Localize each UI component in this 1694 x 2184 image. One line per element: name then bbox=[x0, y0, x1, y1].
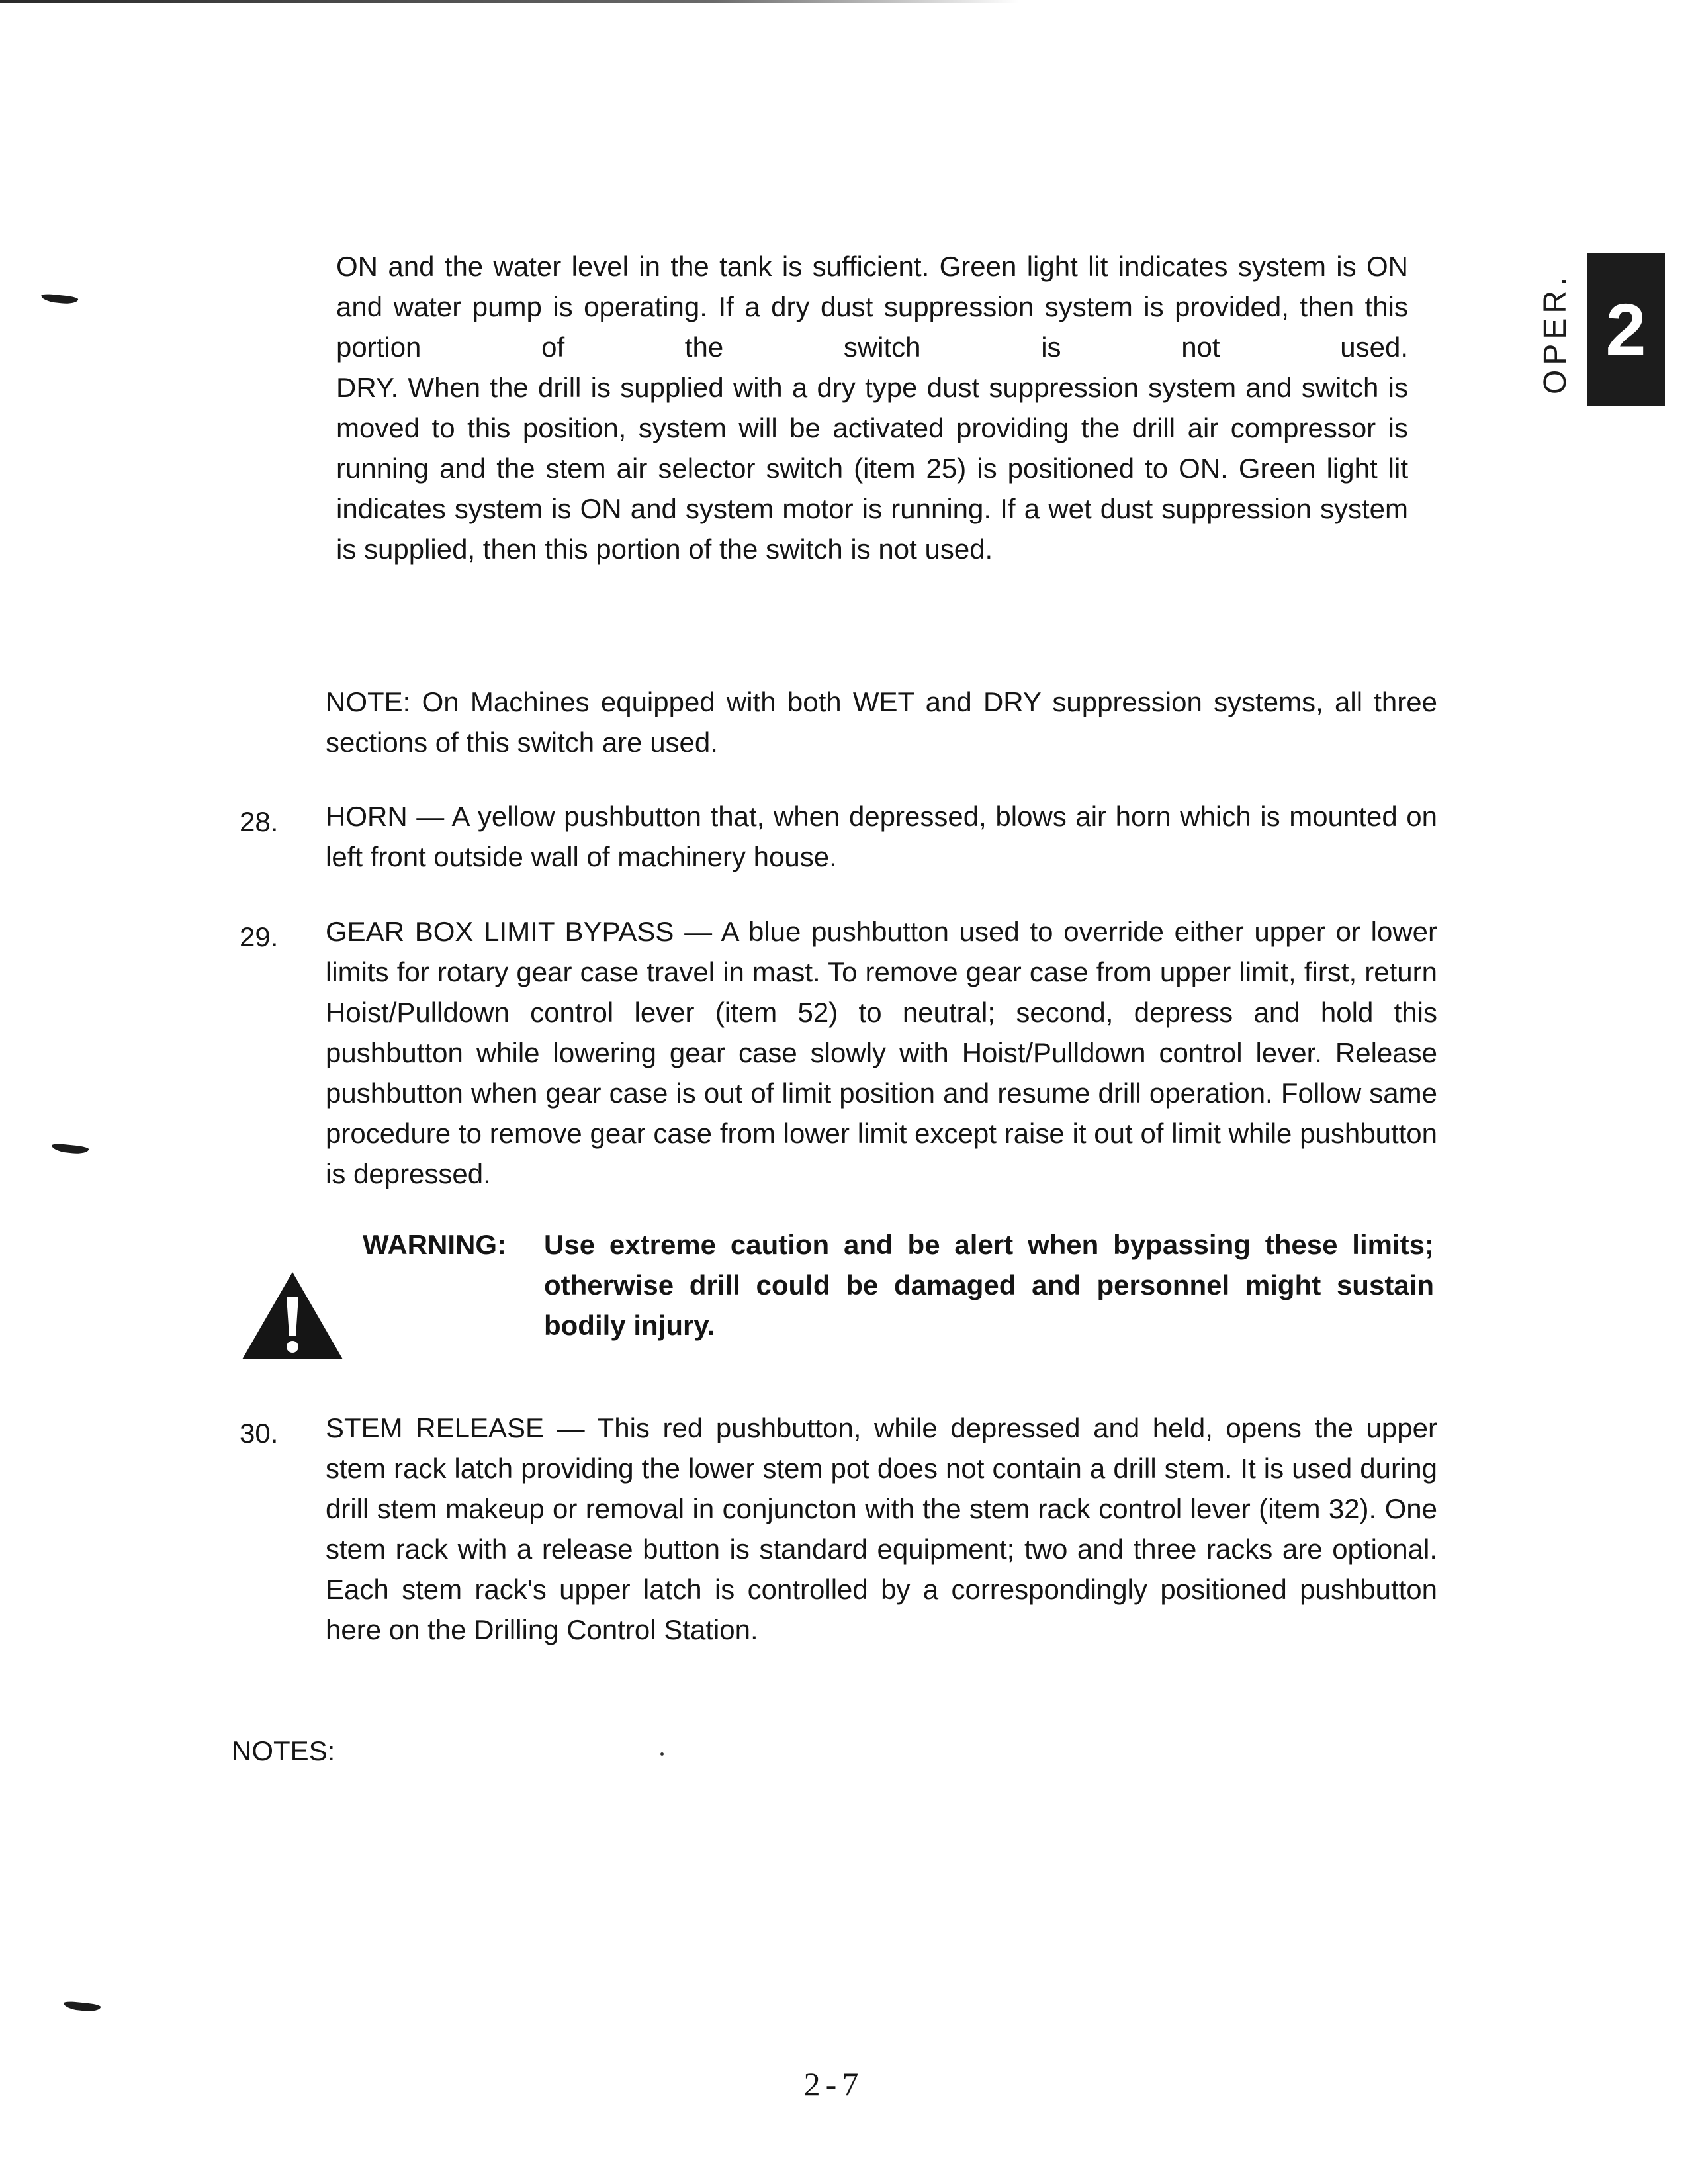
binder-hole-mark-bottom bbox=[64, 2001, 101, 2013]
binder-hole-mark-top bbox=[41, 293, 79, 305]
page-number: 2-7 bbox=[803, 2066, 864, 2103]
dry-paragraph: DRY. When the drill is supplied with a dry type dust suppression system and switch is moved to this position, system will be activated providing the drill air compressor is running and the stem air selector switch (item 25) is positioned to ON. Green light lit indicates system is ON and system motor is running. If a wet dust suppression system is supplied, then this portion of the switch is not used. bbox=[336, 372, 1408, 565]
warning-text: Use extreme caution and be alert when bypassing these limits; otherwise drill could be damaged and personnel might sustain bodily injury. bbox=[544, 1229, 1434, 1341]
warning-triangle-icon bbox=[240, 1269, 345, 1362]
scan-edge-line bbox=[0, 0, 1019, 3]
wet-continuation-paragraph: ON and the water level in the tank is sufficient. Green light lit indicates system is ON and water pump is operating. If a dry dust suppression system is provided, then this portion of the switch is not used. bbox=[336, 251, 1408, 363]
item-30-text: STEM RELEASE — This red pushbutton, while depressed and held, opens the upper stem rack latch providing the lower stem pot does not contain a drill stem. It is used during drill stem makeup or removal in conjuncton with the stem rack control lever (item 32). One stem rack with a release button is standard equipment; two and three racks are optional. Each stem rack's upper latch is controlled by a correspondingly positioned pushbutton here on the Drilling Control Station. bbox=[326, 1412, 1437, 1645]
section-tab-label: OPER. bbox=[1538, 272, 1573, 394]
note-paragraph: NOTE: On Machines equipped with both WET and DRY suppression systems, all three sections of this switch are used. bbox=[326, 686, 1437, 758]
section-tab-number: 2 bbox=[1605, 289, 1646, 371]
binder-hole-mark-middle bbox=[52, 1143, 89, 1155]
item-30-number: 30. bbox=[240, 1418, 279, 1449]
item-29-number: 29. bbox=[240, 921, 279, 952]
item-29-text: GEAR BOX LIMIT BYPASS — A blue pushbutton used to override either upper or lower limits for rotary gear case travel in mast. To remove gear case from upper limit, first, return Hoist/Pulldown control lever (item 52) to neutral; second, depress and hold this pushbutton while lowering gear case slowly with Hoist/Pulldown control lever. Release pushbutton when gear case is out of limit position and resume drill operation. Follow same procedure to remove gear case from lower limit except raise it out of limit while pushbutton is depressed. bbox=[326, 916, 1437, 1189]
stray-dot bbox=[660, 1752, 664, 1756]
warning-label: WARNING: bbox=[363, 1229, 506, 1260]
item-28-number: 28. bbox=[240, 806, 279, 837]
section-tab bbox=[1587, 253, 1665, 406]
item-28-text: HORN — A yellow pushbutton that, when depressed, blows air horn which is mounted on left front outside wall of machinery house. bbox=[326, 801, 1437, 872]
notes-label: NOTES: bbox=[232, 1735, 335, 1766]
